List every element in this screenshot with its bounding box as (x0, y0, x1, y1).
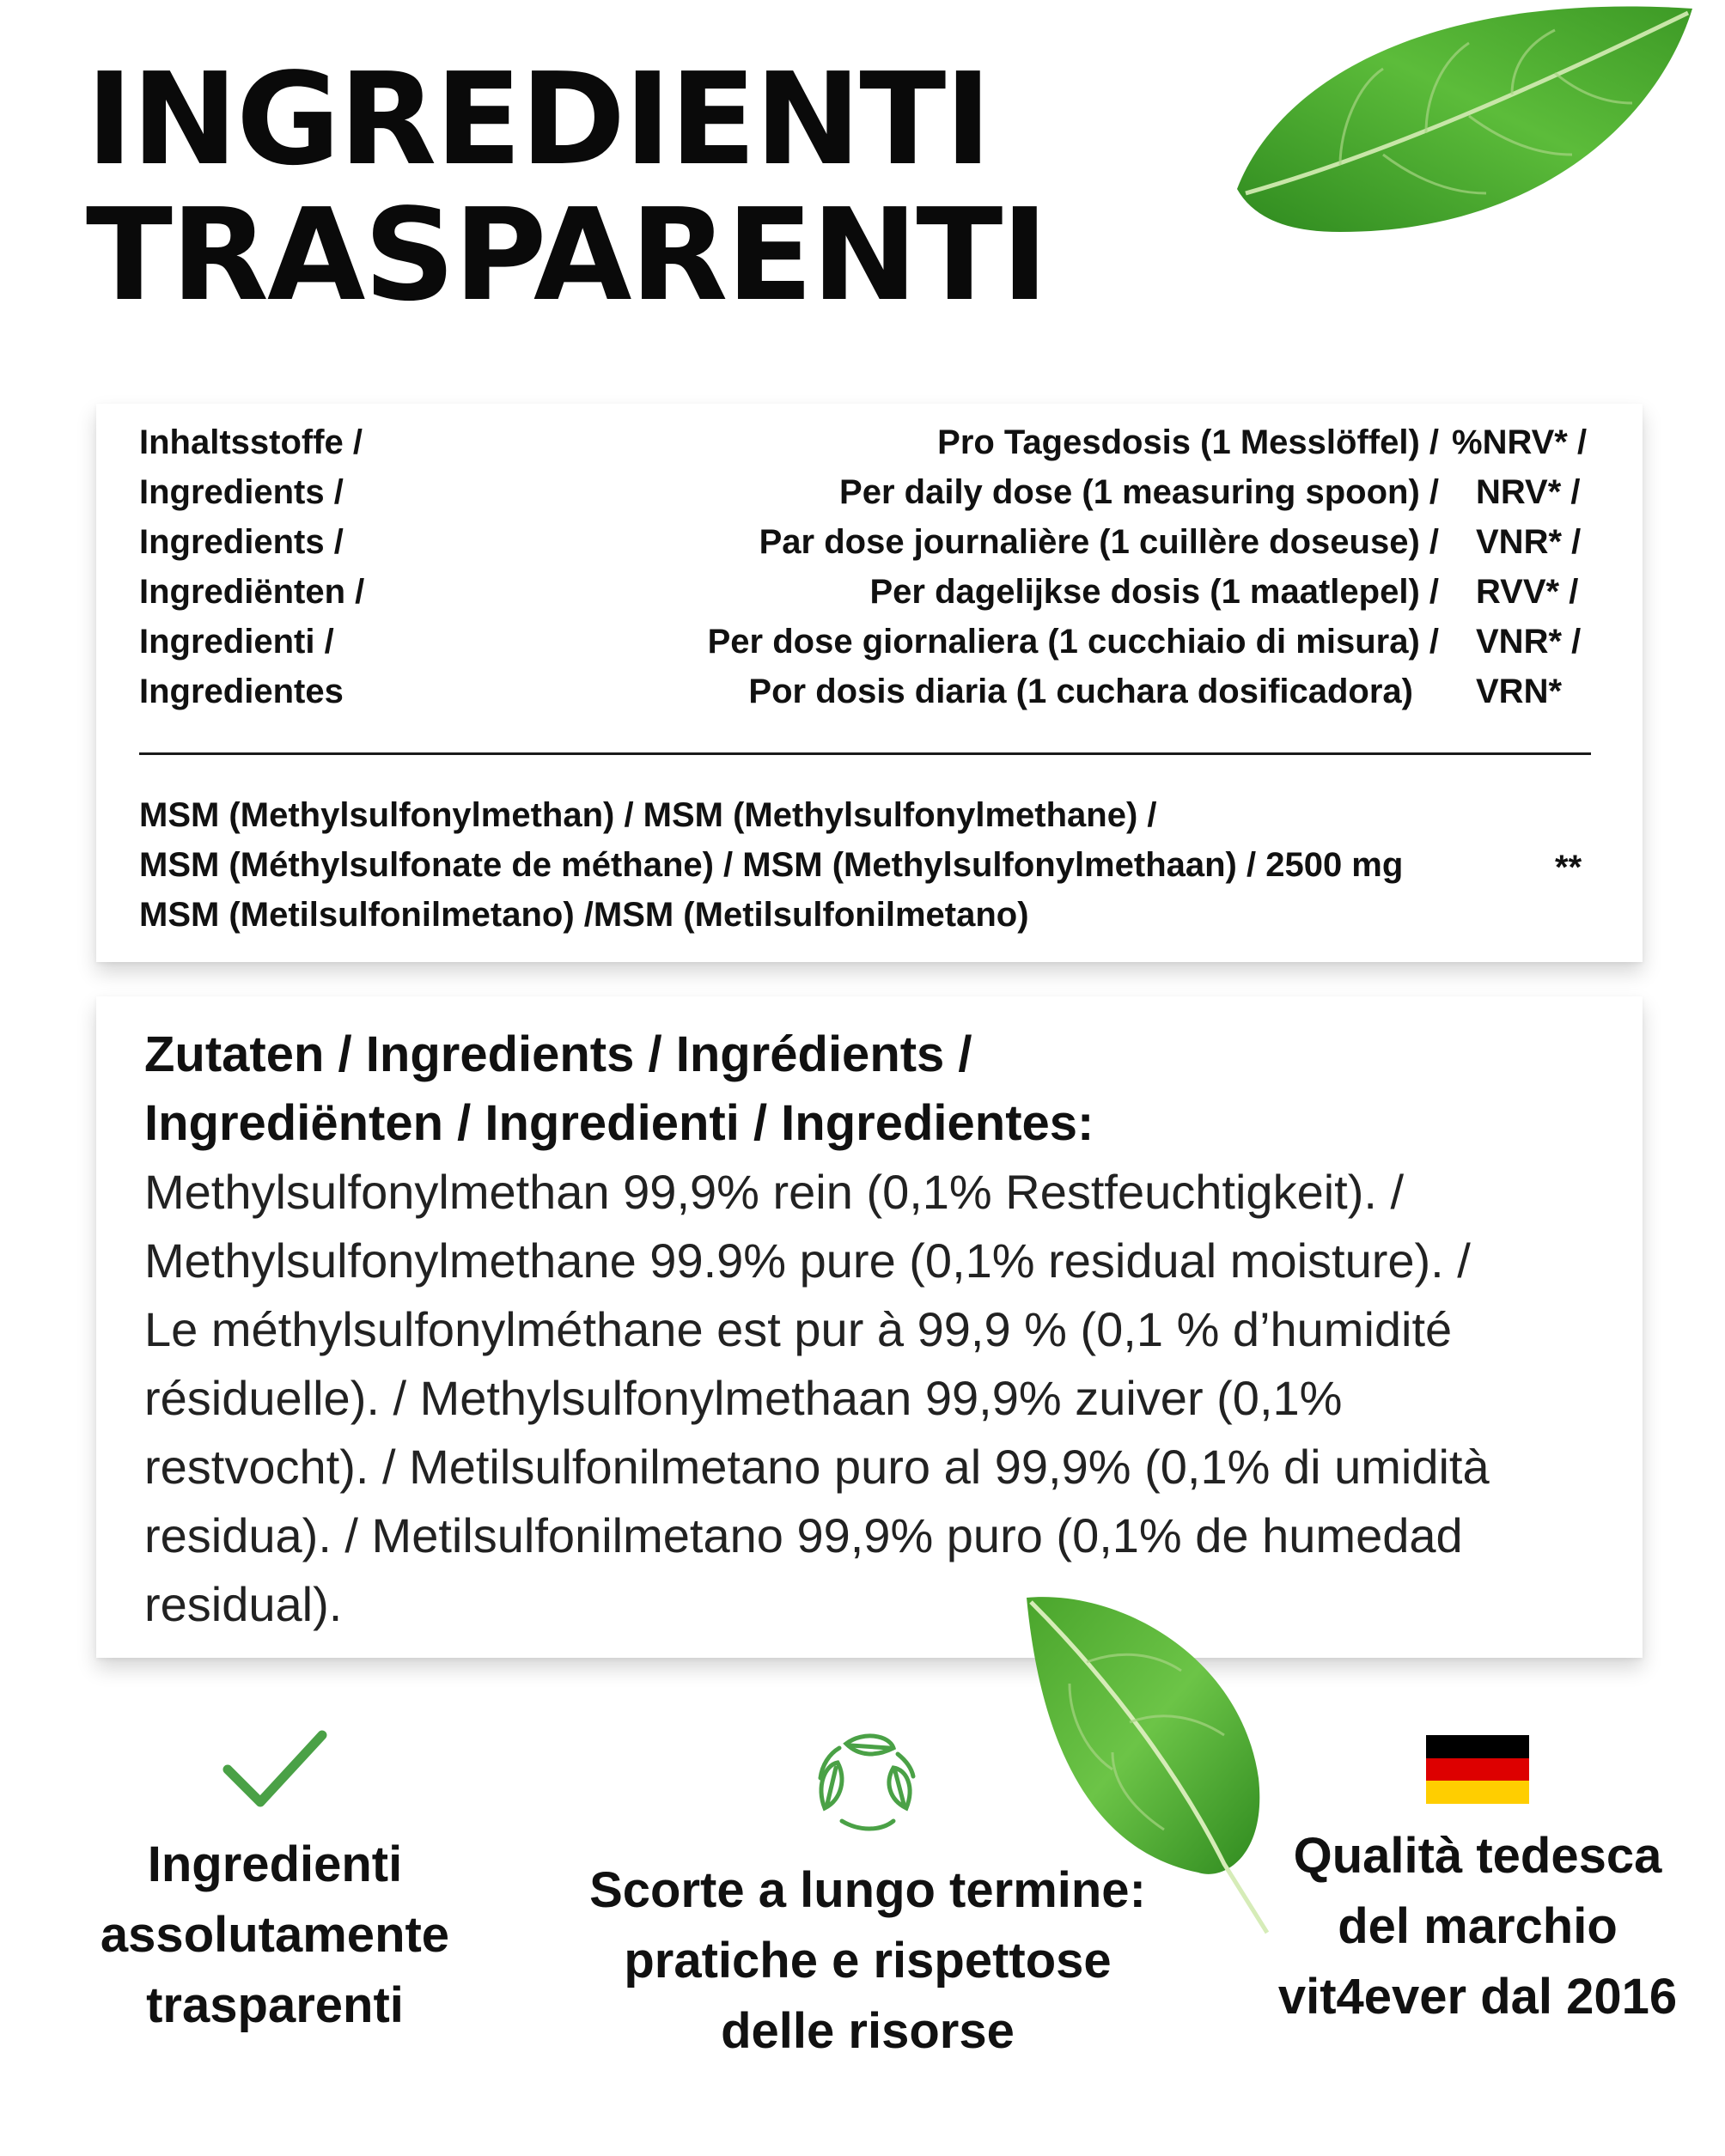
header-dose-label: Per dose giornaliera (1 cucchiaio di misura) / (707, 623, 1439, 661)
header-dose-label: Per daily dose (1 measuring spoon) / (839, 473, 1439, 511)
ingredients-heading-line1: Zutaten / Ingredients / Ingrédients / (144, 1026, 972, 1082)
msm-nrv-value: ** (1555, 849, 1582, 886)
header-nrv-label: RVV* / (1476, 573, 1579, 611)
msm-ingredient-row (139, 790, 1462, 940)
nutrition-header-nrv-column (1452, 417, 1606, 716)
feature-long-term-stock (558, 1727, 1177, 2067)
checkmark-icon (219, 1727, 331, 1812)
header-dose-label: Pro Tagesdosis (1 Messlöffel) / (937, 423, 1439, 461)
feature-caption-line: vit4ever dal 2016 (1277, 1969, 1678, 2025)
header-ingredient-label: Ingredientes (139, 673, 344, 710)
header-dose-label: Per dagelijkse dosis (1 maatlepel) / (869, 573, 1439, 611)
feature-caption-line: Ingredienti (147, 1836, 403, 1892)
feature-caption-line: pratiche e rispettose (624, 1933, 1112, 1989)
leaf-top-icon (1211, 0, 1725, 258)
header-nrv-label: VRN* (1476, 673, 1563, 710)
feature-german-quality (1237, 1727, 1718, 2032)
header-dose-label: Par dose journalière (1 cuillère doseuse) / (759, 523, 1439, 561)
msm-line: MSM (Méthylsulfonate de méthane) / MSM (Methylsulfonylmethaan) / 2500 mg (139, 846, 1404, 884)
feature-caption-line: Scorte a lungo termine: (589, 1862, 1146, 1918)
page-title (86, 46, 1047, 329)
msm-line: MSM (Methylsulfonylmethan) / MSM (Methylsulfonylmethane) / (139, 796, 1157, 834)
page-title-line2: TRASPARENTI (86, 181, 1047, 329)
header-nrv-label: NRV* / (1476, 473, 1581, 511)
header-ingredient-label: Ingredients / (139, 473, 344, 511)
german-flag-icon (1426, 1735, 1529, 1804)
msm-line: MSM (Metilsulfonilmetano) /MSM (Metilsulfonilmetano) (139, 896, 1029, 934)
recycle-leaves-icon (812, 1727, 923, 1838)
feature-caption-line: del marchio (1338, 1898, 1618, 1954)
header-nrv-label: VNR* / (1476, 623, 1582, 661)
feature-transparent-ingredients (52, 1727, 498, 2041)
feature-caption-line: Qualità tedesca (1293, 1828, 1662, 1884)
ingredients-description: Methylsulfonylmethan 99,9% rein (0,1% Restfeuchtigkeit). / Methylsulfonylmethane 99.9% pure (0,1% residual moisture). / Le méthylsulfonylméthane est pur à 99,9 % (0,1 % d’humidité résiduelle). / Methylsulfonylmethaan 99,9% zuiver (0,1% restvocht). / Metilsulfonilmetano puro al 99,9% (0,1% di umidità residua). / Metilsulfonilmetano 99,9% puro (0,1% de humedad residual). (144, 1165, 1490, 1631)
nutrition-divider (139, 752, 1591, 755)
nutrition-header-dose-column (601, 417, 1439, 716)
header-nrv-label: VNR* / (1476, 523, 1582, 561)
ingredients-heading (144, 1020, 1519, 1158)
ingredients-heading-line2: Ingrediënten / Ingredienti / Ingredientes: (144, 1095, 1094, 1151)
header-nrv-label: %NRV* / (1452, 423, 1588, 461)
feature-caption-line: assolutamente (100, 1907, 450, 1963)
header-ingredient-label: Ingredienti / (139, 623, 334, 661)
feature-caption-line: trasparenti (146, 1977, 404, 2033)
header-ingredient-label: Inhaltsstoffe / (139, 423, 363, 461)
feature-caption-line: delle risorse (721, 2003, 1015, 2059)
header-ingredient-label: Ingrediënten / (139, 573, 365, 611)
page-title-line1: INGREDIENTI (86, 46, 991, 193)
header-dose-label: Por dosis diaria (1 cuchara dosificadora) (748, 673, 1413, 710)
header-ingredient-label: Ingredients / (139, 523, 344, 561)
